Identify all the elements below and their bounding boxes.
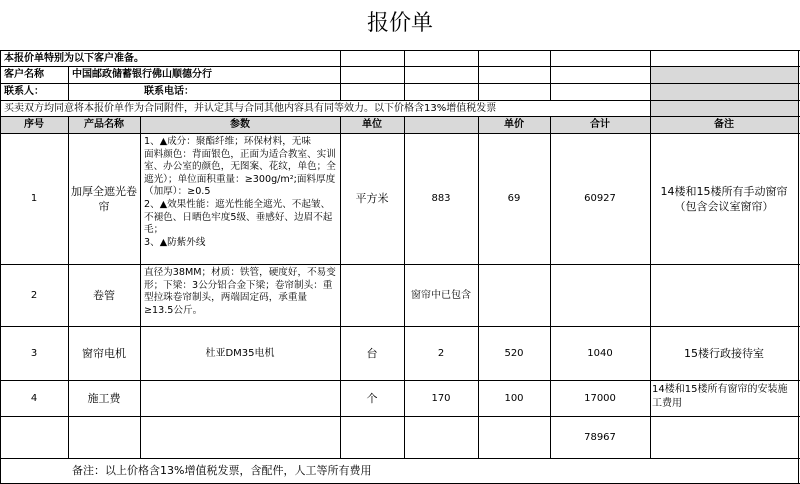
row2-params: 直径为38MM；材质：铁管，硬度好，不易变形；下梁：3公分铝合金下梁；卷帘制头：重型拉珠卷帘制头，两端固定码，承重量≥13.5公斤。 <box>144 267 336 316</box>
col-header-unit: 单位 <box>362 119 382 130</box>
intro-text: 本报价单特别为以下客户准备。 <box>4 52 144 64</box>
row4-total: 17000 <box>584 392 616 404</box>
grid-line <box>0 100 800 101</box>
row3-price: 520 <box>504 347 524 359</box>
grid-line <box>0 66 800 67</box>
row2-qty: 窗帘中已包含 <box>411 289 471 301</box>
row4-qty: 170 <box>431 392 451 404</box>
row3-name: 窗帘电机 <box>82 346 126 360</box>
grid-line <box>550 50 551 100</box>
grid-line <box>68 116 69 458</box>
footer-note: 备注：以上价格含13%增值税发票，含配件，人工等所有费用 <box>72 463 372 477</box>
grid-line <box>140 116 141 458</box>
row1-price: 69 <box>507 193 521 204</box>
row1-name: 加厚全遮光卷帘 <box>71 184 137 213</box>
header-grey-block <box>650 66 798 116</box>
row4-price: 100 <box>504 392 524 404</box>
row2-no: 2 <box>30 289 38 301</box>
grid-line <box>0 264 800 265</box>
grand-total: 78967 <box>584 431 616 443</box>
row1-qty: 883 <box>431 193 451 204</box>
col-header-note: 备注 <box>714 119 734 130</box>
row1-params: 1、▲成分：聚酯纤维；环保材料，无味 面料颜色：背面银色，正面为适合教室、实训室、办公室的颜色，无图案、花纹，单色；全遮光）；单位面积重量：≥300g/m²;面料厚度（加厚）：≥0.5 2、▲效果性能：遮光性能全遮光、不起皱、不褪色、日晒色牢度5级、垂感好、边眉不起毛； 3、▲防紫外线 <box>144 136 336 248</box>
row1-note: 14楼和15楼所有手动窗帘（包含会议室窗帘） <box>660 184 788 213</box>
grid-line <box>798 50 799 484</box>
grid-line <box>0 83 800 84</box>
grid-line <box>404 116 405 458</box>
grid-line <box>0 133 800 134</box>
row3-unit: 台 <box>366 346 378 360</box>
row1-unit: 平方米 <box>355 192 389 205</box>
row3-note: 15楼行政接待室 <box>684 346 764 360</box>
page-title: 报价单 <box>366 11 433 36</box>
contact-phone-label: 联系电话： <box>144 86 194 97</box>
row4-no: 4 <box>30 392 38 404</box>
grid-line <box>478 50 479 100</box>
row3-total: 1040 <box>587 347 613 359</box>
contact-person-label: 联系人： <box>4 86 44 97</box>
col-header-no: 序号 <box>24 119 44 130</box>
col-header-qty <box>404 116 478 133</box>
row1-total: 60927 <box>584 193 616 204</box>
grid-line <box>404 50 405 100</box>
grid-line <box>68 66 69 100</box>
grid-line <box>340 50 341 100</box>
grid-line <box>650 50 651 458</box>
grid-line <box>0 380 800 381</box>
customer-name: 中国邮政储蓄银行佛山顺德分行 <box>72 69 212 80</box>
grid-line <box>0 50 800 51</box>
col-header-product: 产品名称 <box>84 119 124 130</box>
col-header-total: 合计 <box>590 119 610 130</box>
grid-line <box>550 116 551 458</box>
grid-line <box>340 116 341 458</box>
row4-unit: 个 <box>366 391 378 405</box>
row3-no: 3 <box>30 347 38 359</box>
col-header-params: 参数 <box>230 119 250 130</box>
grid-line <box>0 416 800 417</box>
grid-line <box>0 326 800 327</box>
grid-line <box>0 50 1 484</box>
customer-label: 客户名称 <box>4 69 44 80</box>
row4-name: 施工费 <box>87 391 121 405</box>
grid-line <box>0 458 800 459</box>
row3-qty: 2 <box>437 347 445 359</box>
grid-line <box>0 116 800 117</box>
row3-params: 杜亚DM35电机 <box>205 347 275 359</box>
row1-no: 1 <box>30 193 38 204</box>
col-header-price: 单价 <box>504 119 524 130</box>
grid-line <box>478 116 479 458</box>
row4-note: 14楼和15楼所有窗帘的安装施工费用 <box>652 384 788 409</box>
row2-name: 卷管 <box>93 288 115 302</box>
agreement-text: 买卖双方均同意将本报价单作为合同附件，并认定其与合同其他内容具有同等效力。以下价格含13%增值税发票 <box>4 102 497 114</box>
